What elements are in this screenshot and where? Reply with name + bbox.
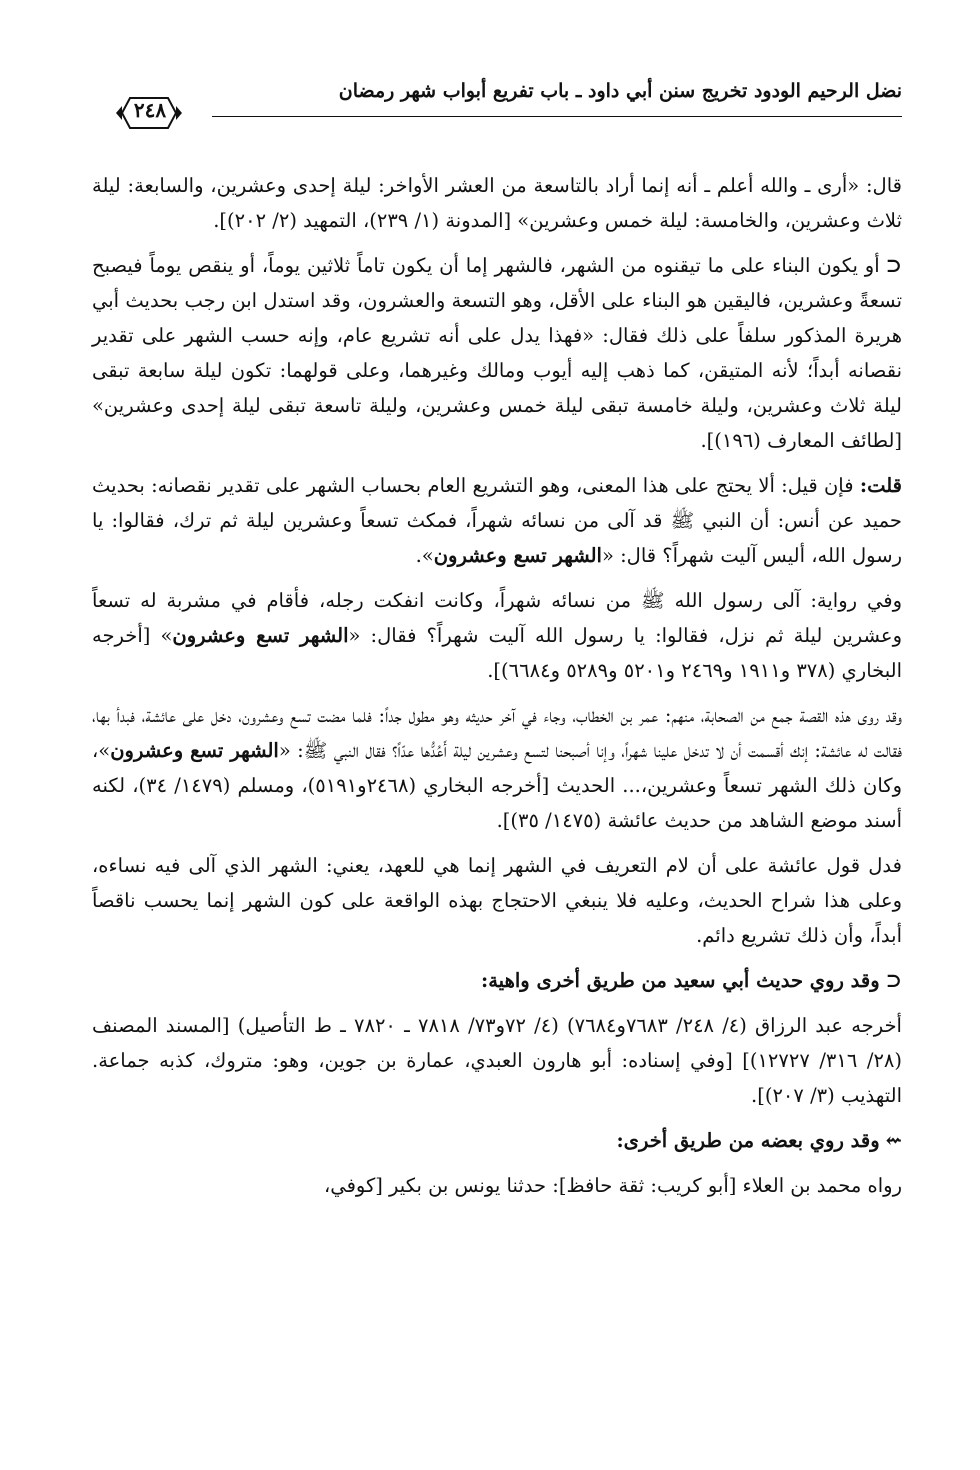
paragraph-5-text-b: »، وكان ذلك الشهر تسعاً وعشرين،... الحديث [أخرجه البخاري (٢٤٦٨و٥١٩١)، ومسلم (١٤٧٩/ ٣٤)، لكنه أسند موضع الشاهد من حديث عائشة (١٤٧٥/ ٣٥)]. <box>92 739 902 832</box>
subheading-2 <box>92 1123 902 1158</box>
paragraph-5-hadith: الشهر تسع وعشرون <box>110 739 279 762</box>
paragraph-3 <box>92 468 902 573</box>
paragraph-2-text: أو يكون البناء على ما تيقنوه من الشهر، فالشهر إما أن يكون تاماً ثلاثين يوماً، أو ينقص يوماً فيصبح تسعةً وعشرين، فاليقين هو البناء على الأقل، وهو التسعة والعشرون، وقد استدل ابن رجب بحديث أبي هريرة المذكور سلفاً على ذلك فقال: «فهذا يدل على أنه تشريع عام، وإنه حسب الشهر على تقدير نقصانه أبداً؛ لأنه المتيقن، كما ذهب إليه أيوب ومالك وغيرهما، وعلى قولهما: تكون ليلة سابعة تبقى ليلة ثلاث وعشرين، وليلة خامسة تبقى ليلة خمس وعشرين، وليلة تاسعة تبقى ليلة إحدى وعشرين» [لطائف المعارف (١٩٦)]. <box>92 254 902 452</box>
paragraph-4-text-b: » [أخرجه البخاري (٣٧٨ و١٩١١ و٢٤٦٩ و٥٢٠١ و٥٢٨٩ و٦٦٨٤)]. <box>92 624 902 682</box>
paragraph-3-hadith: الشهر تسع وعشرون <box>433 544 602 567</box>
header-rule <box>212 116 902 117</box>
paragraph-5-text-a: وقد روى هذه القصة جمع من الصحابة، منهم: عمر بن الخطاب، وجاء في آخر حديثه وهو مطول جداً: فلما مضت تسع وعشرون، دخل على عائشة، فبدأ بها، فقالت له عائشة: إنك أقسمت أن لا تدخل علينا شهراً، وإنا أصبحنا لتسع وعشرين ليلة أَعُدُّها عدّاً؟ فقال النبي ﷺ: « <box>92 704 902 762</box>
paragraph-4-text-a: وفي رواية: آلى رسول الله ﷺ من نسائه شهراً، وكانت انفكت رجله، فأقام في مشربة له تسعاً وعشرين ليلة ثم نزل، فقالوا: يا رسول الله آليت شهراً؟ فقال: « <box>92 589 902 647</box>
paragraph-2 <box>92 248 902 458</box>
page-body <box>92 168 902 1213</box>
paragraph-8-text: رواه محمد بن العلاء [أبو كريب: ثقة حافظ]: حدثنا يونس بن بكير [كوفي، <box>324 1174 902 1197</box>
paragraph-3-text-b: ». <box>415 544 434 567</box>
paragraph-6 <box>92 848 902 953</box>
paragraph-1 <box>92 168 902 238</box>
running-header <box>92 72 902 148</box>
page-number: ٢٤٨ <box>133 98 167 122</box>
paragraph-7 <box>92 1008 902 1113</box>
bullet-marker-icon: ⊂ <box>885 969 902 992</box>
paragraph-3-text-a: فإن قيل: ألا يحتج على هذا المعنى، وهو التشريع العام بحساب الشهر على تقدير نقصانه: بحديث حميد عن أنس: أن النبي ﷺ قد آلى من نسائه شهراً، فمكث تسعاً وعشرين ليلة ثم ترك، فقالوا: يا رسول الله، أليس آليت شهراً؟ قال: « <box>92 474 902 567</box>
header-title: نضل الرحيم الودود تخريج سنن أبي داود ـ باب تفريع أبواب شهر رمضان <box>338 80 902 102</box>
paragraph-4 <box>92 583 902 688</box>
paragraph-3-lead: قلت: <box>859 474 902 497</box>
subheading-2-text: وقد روي بعضه من طريق أخرى: <box>616 1129 880 1152</box>
hand-pointer-icon: ⇜ <box>885 1129 902 1152</box>
paragraph-5 <box>92 698 902 838</box>
bullet-marker-icon: ⊂ <box>885 254 902 277</box>
subheading-1-text: وقد روي حديث أبي سعيد من طريق أخرى واهية: <box>481 969 880 992</box>
paragraph-7-text: أخرجه عبد الرزاق (٤/ ٢٤٨/ ٧٦٨٣و٧٦٨٤) (٤/ ٧٢و٧٣/ ٧٨١٨ ـ ٧٨٢٠ ـ ط التأصيل) [المسند المصنف (٢٨/ ٣١٦/ ١٢٧٢٧)] [وفي إسناده: أبو هارون العبدي، عمارة بن جوين، وهو: متروك، كذبه جماعة. التهذيب (٣/ ٢٠٧)]. <box>92 1014 902 1107</box>
paragraph-8 <box>92 1168 902 1203</box>
paragraph-1-text: قال: «أرى ـ والله أعلم ـ أنه إنما أراد بالتاسعة من العشر الأواخر: ليلة إحدى وعشرين، والسابعة: ليلة ثلاث وعشرين، والخامسة: ليلة خمس وعشرين» [المدونة (١/ ٢٣٩)، التمهيد (٢/ ٢٠٢)]. <box>92 174 902 232</box>
paragraph-6-text: فدل قول عائشة على أن لام التعريف في الشهر إنما هي للعهد، يعني: الشهر الذي آلى فيه نساءه، وعلى هذا شراح الحديث، وعليه فلا ينبغي الاحتجاج بهذه الواقعة على كون الشهر إنما يحسب ناقصاً أبداً، وأن ذلك تشريع دائم. <box>92 854 902 947</box>
subheading-1 <box>92 963 902 998</box>
paragraph-4-hadith: الشهر تسع وعشرون <box>172 624 349 647</box>
